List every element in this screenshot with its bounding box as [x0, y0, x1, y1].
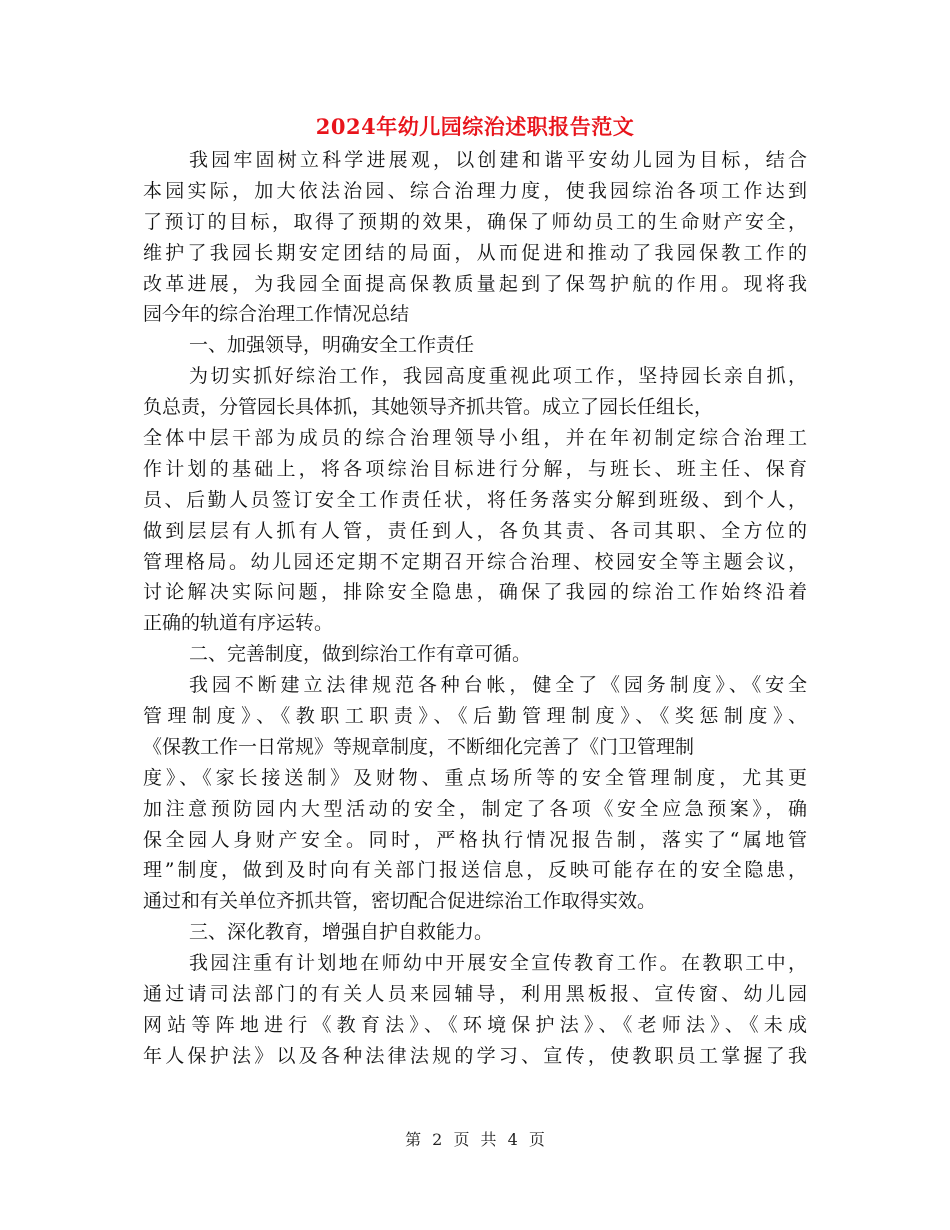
text-line: 加注意预防园内大型活动的安全，制定了各项《安全应急预案》，确 — [143, 797, 807, 820]
text-line: 我园注重有计划地在师幼中开展安全宣传教育工作。在教职工中， — [189, 952, 807, 975]
text-line: 了预订的目标，取得了预期的效果，确保了师幼员工的生命财产安全， — [143, 210, 807, 233]
text-line: 三、深化教育，增强自护自救能力。 — [189, 921, 494, 944]
text-line: 负总责，分管园长具体抓，其她领导齐抓共管。成立了园长任组长， — [143, 396, 714, 419]
text-line: 二、完善制度，做到综治工作有章可循。 — [189, 643, 532, 666]
text-line: 改革进展，为我园全面提高保教质量起到了保驾护航的作用。现将我 — [143, 272, 807, 295]
document-body — [143, 145, 807, 1072]
text-line: 本园实际，加大依法治园、综合治理力度，使我园综治各项工作达到 — [143, 179, 807, 202]
text-line: 年人保护法》以及各种法律法规的学习、宣传，使教职员工掌握了我 — [143, 1044, 807, 1067]
text-line: 维护了我园长期安定团结的局面，从而促进和推动了我园保教工作的 — [143, 241, 807, 264]
page-footer: 第 2 页 共 4 页 — [405, 1130, 545, 1149]
text-line: 正确的轨道有序运转。 — [143, 612, 334, 635]
text-line: 我园不断建立法律规范各种台帐，健全了《园务制度》、《安全 — [189, 674, 807, 697]
text-line: 度》、《家长接送制》及财物、重点场所等的安全管理制度，尤其更 — [143, 766, 807, 789]
text-line: 管理格局。幼儿园还定期不定期召开综合治理、校园安全等主题会议， — [143, 550, 807, 573]
text-line: 作计划的基础上，将各项综治目标进行分解，与班长、班主任、保育 — [143, 457, 807, 480]
text-line: 《保教工作一日常规》等规章制度，不断细化完善了《门卫管理制 — [143, 735, 695, 758]
text-line: 通过请司法部门的有关人员来园辅导，利用黑板报、宣传窗、幼儿园 — [143, 983, 807, 1006]
text-line: 保全园人身财产安全。同时，严格执行情况报告制，落实了“属地管 — [143, 828, 807, 851]
document-title: 2024年幼儿园综治述职报告范文 — [315, 114, 635, 139]
text-line: 网站等阵地进行《教育法》、《环境保护法》、《老师法》、《未成 — [143, 1013, 807, 1036]
text-line: 为切实抓好综治工作，我园高度重视此项工作，坚持园长亲自抓， — [189, 365, 807, 388]
text-line: 理”制度，做到及时向有关部门报送信息，反映可能存在的安全隐患， — [143, 859, 807, 882]
text-line: 员、后勤人员签订安全工作责任状，将任务落实分解到班级、到个人， — [143, 488, 807, 511]
text-line: 做到层层有人抓有人管，责任到人，各负其责、各司其职、全方位的 — [143, 519, 807, 542]
text-line: 管理制度》、《教职工职责》、《后勤管理制度》、《奖惩制度》、 — [143, 705, 807, 728]
text-line: 讨论解决实际问题，排除安全隐患，确保了我园的综治工作始终沿着 — [143, 581, 807, 604]
text-line: 园今年的综合治理工作情况总结 — [143, 303, 410, 326]
text-line: 我园牢固树立科学进展观，以创建和谐平安幼儿园为目标，结合 — [189, 149, 807, 171]
text-line: 全体中层干部为成员的综合治理领导小组，并在年初制定综合治理工 — [143, 427, 807, 450]
text-line: 一、加强领导，明确安全工作责任 — [189, 334, 475, 357]
text-line: 通过和有关单位齐抓共管，密切配合促进综治工作取得实效。 — [143, 890, 657, 913]
